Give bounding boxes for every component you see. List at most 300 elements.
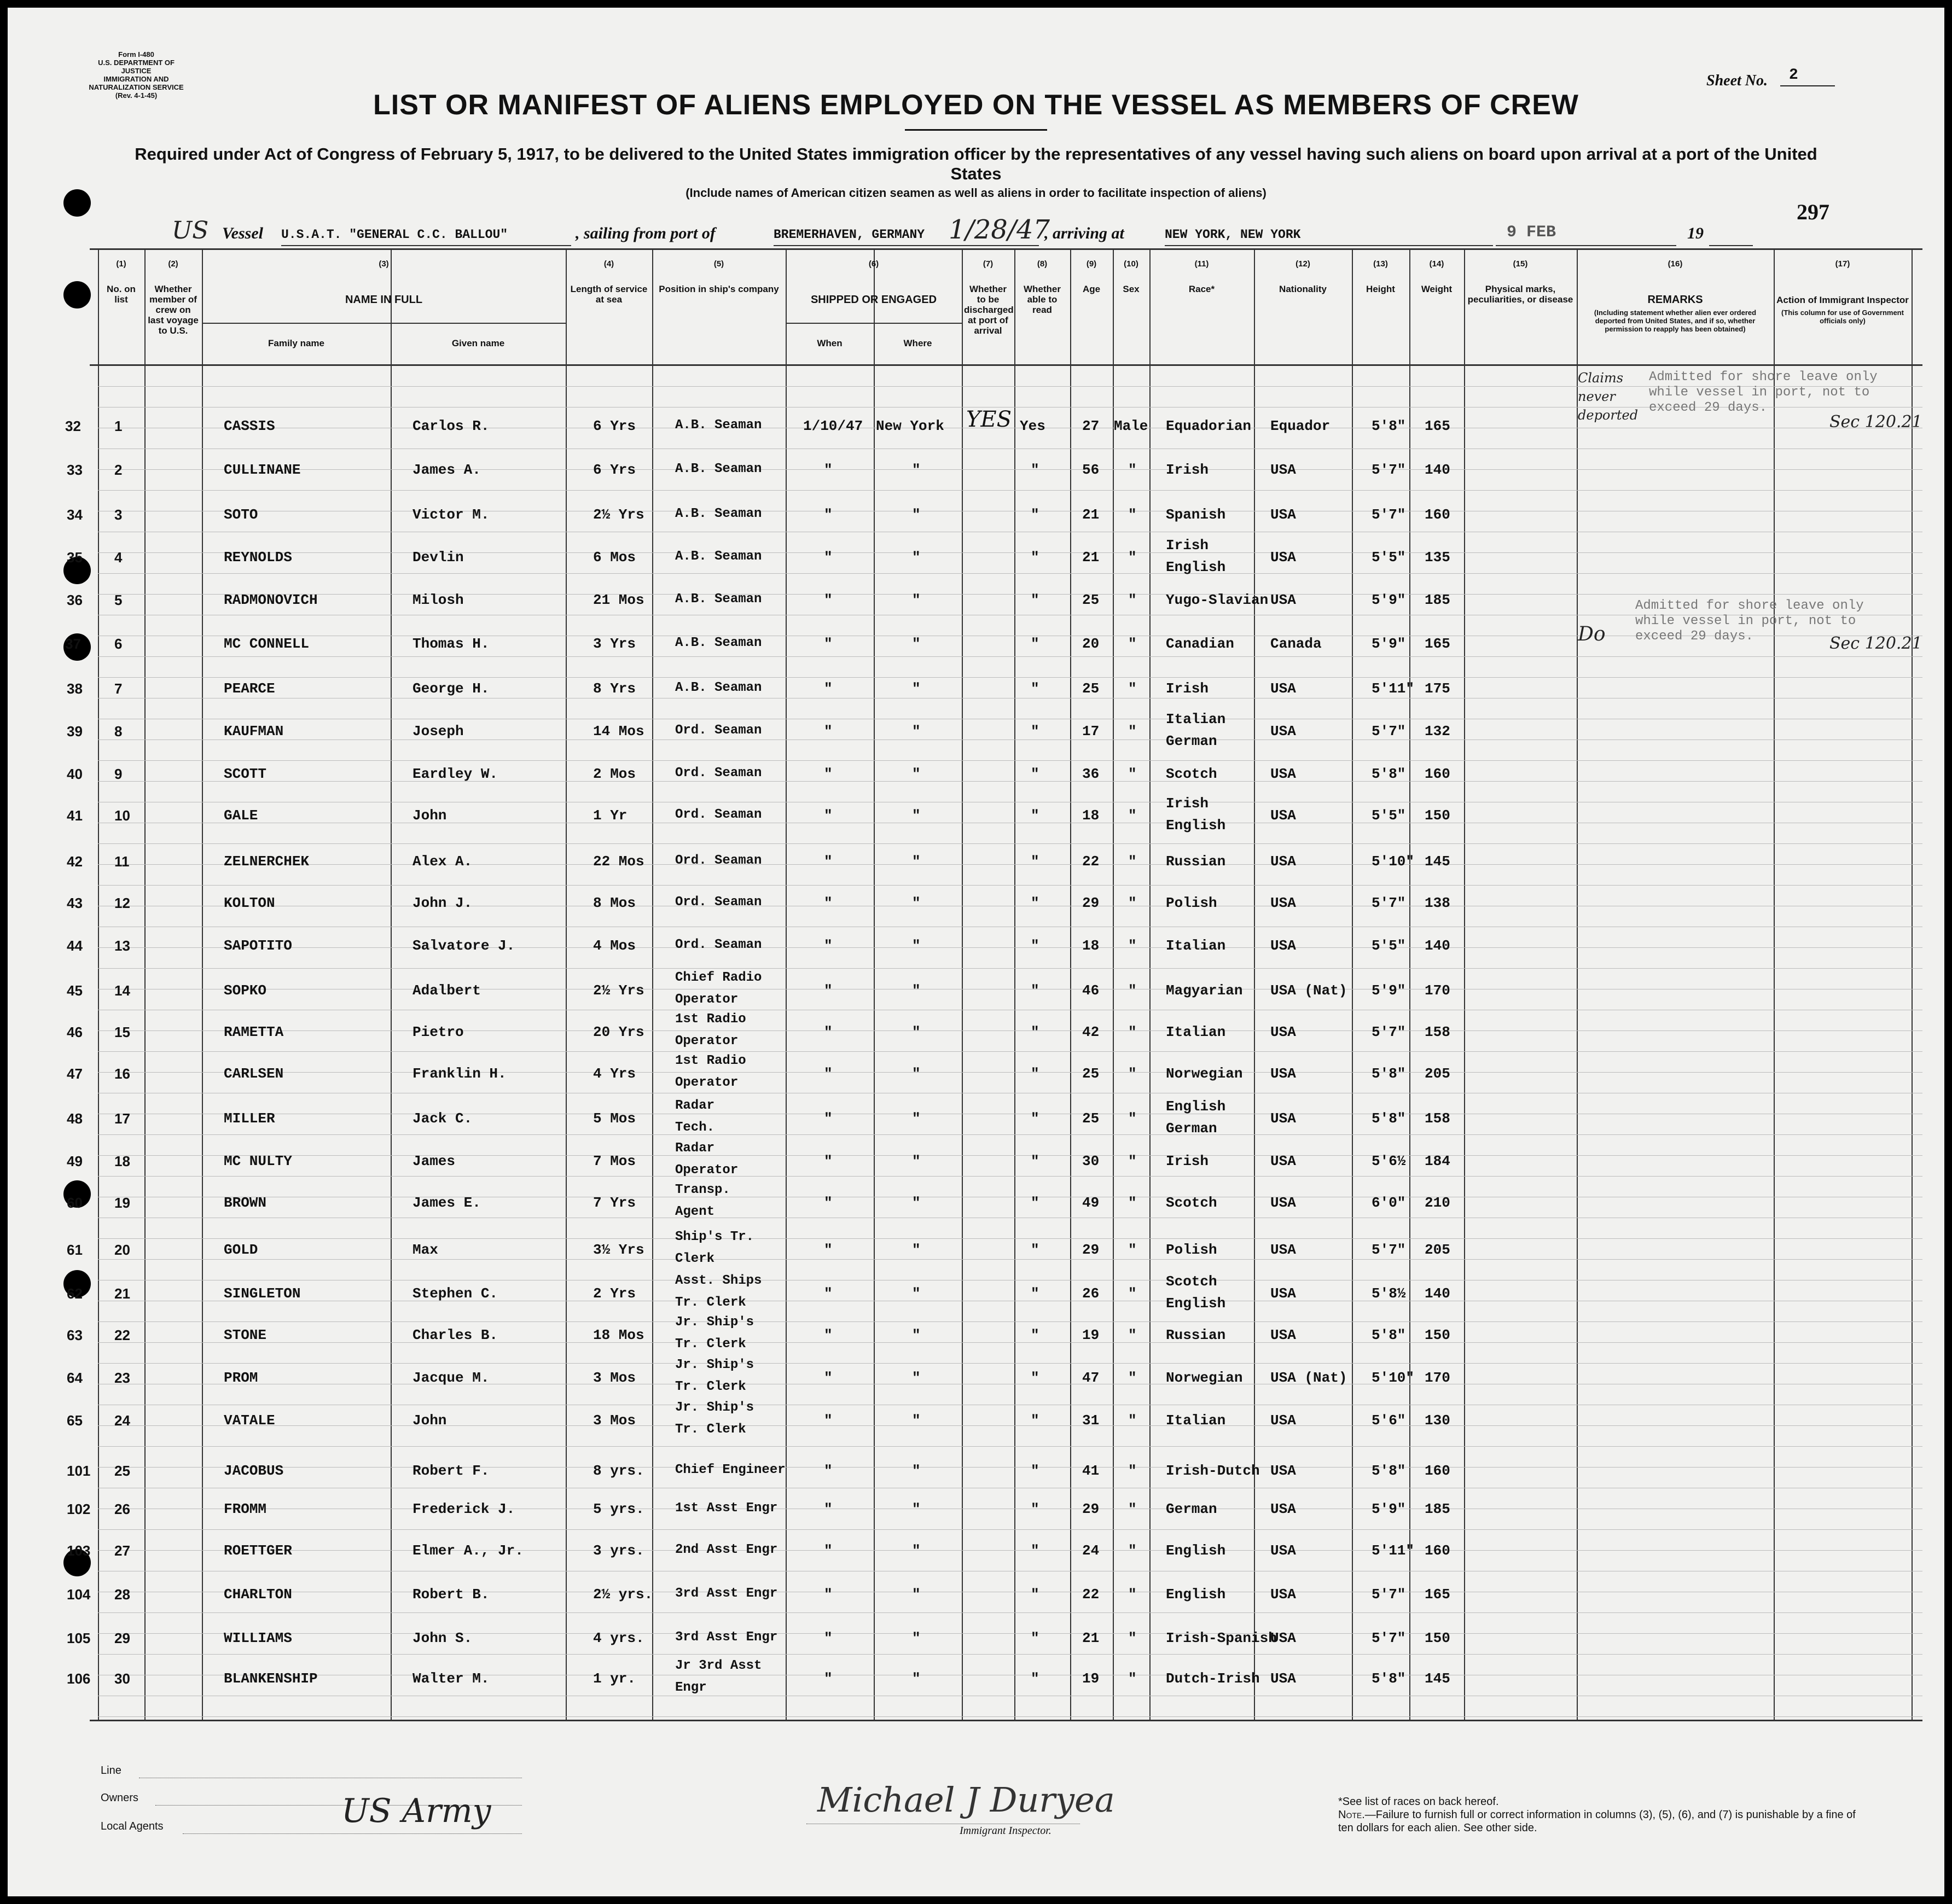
column-header-label: Race* <box>1188 284 1215 294</box>
age: 46 <box>1082 982 1100 999</box>
list-number: 3 <box>114 506 123 523</box>
race: Scotch <box>1166 1273 1217 1290</box>
list-number: 6 <box>114 636 123 652</box>
list-number: 16 <box>114 1065 130 1082</box>
sex: " <box>1128 1412 1137 1429</box>
position: Operator <box>675 1163 739 1178</box>
column-header-label: Action of Immigrant Inspector <box>1776 295 1909 305</box>
race: English <box>1166 817 1226 834</box>
weight: 185 <box>1425 1501 1450 1517</box>
able-to-read: " <box>1031 1412 1039 1429</box>
shipped-when: " <box>824 1327 833 1343</box>
able-to-read: " <box>1031 1327 1039 1343</box>
race: Norwegian <box>1166 1065 1243 1082</box>
margin-line-number: 44 <box>67 938 83 954</box>
height: 5'7" <box>1372 462 1406 478</box>
stamp-line: exceed 29 days. <box>1649 400 1768 415</box>
height: 5'8" <box>1372 1327 1406 1343</box>
list-number: 28 <box>114 1586 130 1603</box>
age: 21 <box>1082 549 1100 566</box>
height: 5'8" <box>1372 1463 1406 1479</box>
column-header-label: Whether to be discharged at port of arrival <box>964 284 1014 336</box>
weight: 150 <box>1425 1630 1450 1646</box>
nationality: USA <box>1270 549 1296 566</box>
sex: " <box>1128 1285 1137 1302</box>
margin-line-number: 101 <box>67 1463 91 1479</box>
section-reference-2: Sec 120.21 <box>1829 634 1922 653</box>
able-to-read: " <box>1031 1024 1039 1040</box>
nationality: USA <box>1270 1670 1296 1687</box>
shipped-where: " <box>912 895 921 911</box>
given-name: Thomas H. <box>413 636 490 652</box>
shipped-when: " <box>824 1501 833 1517</box>
age: 42 <box>1082 1024 1100 1040</box>
length-of-service: 3 Mos <box>593 1412 636 1429</box>
race: Italian <box>1166 938 1226 954</box>
remarks-row1-handwritten <box>1578 369 1638 424</box>
nationality: USA <box>1270 1195 1296 1211</box>
given-name: Joseph <box>413 723 464 740</box>
sheet-number: 2 <box>1789 67 1798 84</box>
margin-line-number: 34 <box>67 506 83 523</box>
list-number: 25 <box>114 1463 130 1479</box>
length-of-service: 14 Mos <box>593 723 644 740</box>
family-name: CHARLTON <box>224 1586 292 1603</box>
table-bottom-rule <box>90 1720 1922 1721</box>
margin-line-number: 64 <box>67 1370 83 1386</box>
shipped-when: " <box>824 1586 833 1603</box>
margin-line-number: 106 <box>67 1670 91 1687</box>
row-ruling <box>98 1716 1922 1717</box>
sex: Male <box>1114 418 1148 434</box>
penalty-note <box>1338 1808 1863 1835</box>
position: 1st Radio <box>675 1053 746 1068</box>
stamp-line: exceed 29 days. <box>1635 629 1754 644</box>
family-name: MC NULTY <box>224 1153 292 1169</box>
margin-line-number: 47 <box>67 1065 83 1082</box>
length-of-service: 4 Yrs <box>593 1065 636 1082</box>
stamp-line: while vessel in port, not to <box>1635 614 1856 628</box>
family-name: ROETTGER <box>224 1542 292 1559</box>
stamp-line: while vessel in port, not to <box>1649 385 1870 400</box>
nationality: USA <box>1270 680 1296 697</box>
nationality: USA <box>1270 1242 1296 1258</box>
list-number: 19 <box>114 1195 130 1211</box>
nationality: USA <box>1270 807 1296 824</box>
shore-leave-stamp <box>1649 370 1878 416</box>
shipped-when: " <box>824 895 833 911</box>
margin-line-number: 42 <box>67 853 83 870</box>
position: Operator <box>675 1075 739 1090</box>
age: 25 <box>1082 680 1100 697</box>
length-of-service: 8 Mos <box>593 895 636 911</box>
shipped-when: " <box>824 680 833 697</box>
vessel-prefix-handwritten: US <box>172 217 209 244</box>
sex: " <box>1128 766 1137 782</box>
position: Transp. <box>675 1183 730 1197</box>
height: 5'7" <box>1372 895 1406 911</box>
nationality: USA <box>1270 723 1296 740</box>
able-to-read: " <box>1031 1285 1039 1302</box>
row-ruling <box>98 573 1922 574</box>
shipped-where: " <box>912 1412 921 1429</box>
race: English <box>1166 1586 1226 1603</box>
nationality: USA (Nat) <box>1270 982 1347 999</box>
list-number: 24 <box>114 1412 130 1429</box>
shipped-where: " <box>912 1586 921 1603</box>
margin-line-number: 41 <box>67 807 83 824</box>
local-agents-label: Local Agents <box>101 1820 164 1832</box>
height: 5'8" <box>1372 1670 1406 1687</box>
margin-line-number: 43 <box>67 895 83 911</box>
shipped-where: " <box>912 1285 921 1302</box>
column-header-label: REMARKS <box>1647 294 1703 306</box>
length-of-service: 20 Yrs <box>593 1024 644 1040</box>
age: 22 <box>1082 1586 1100 1603</box>
family-name: PEARCE <box>224 680 275 697</box>
position: Radar <box>675 1098 715 1113</box>
race: German <box>1166 1501 1217 1517</box>
family-name: SOTO <box>224 506 258 523</box>
row-ruling <box>98 1425 1922 1426</box>
position: A.B. Seaman <box>675 506 762 521</box>
shipped-when: " <box>824 1412 833 1429</box>
position: Jr. Ship's <box>675 1400 754 1415</box>
race: German <box>1166 733 1217 749</box>
family-name: BROWN <box>224 1195 267 1211</box>
family-name: WILLIAMS <box>224 1630 292 1646</box>
weight: 160 <box>1425 766 1450 782</box>
margin-line-number: 65 <box>67 1412 83 1429</box>
list-number: 10 <box>114 807 130 824</box>
agents-underline <box>183 1833 522 1834</box>
nationality: USA <box>1270 1327 1296 1343</box>
sex: " <box>1128 1110 1137 1127</box>
row-ruling <box>98 843 1922 844</box>
shipped-where: " <box>912 1542 921 1559</box>
length-of-service: 6 Mos <box>593 549 636 566</box>
position: 3rd Asst Engr <box>675 1630 778 1645</box>
column-header-label: Nationality <box>1279 284 1327 294</box>
section-reference: Sec 120.21 <box>1829 412 1922 432</box>
family-name: SCOTT <box>224 766 267 782</box>
sex: " <box>1128 1463 1137 1479</box>
sex: " <box>1128 1327 1137 1343</box>
column-number: (7) <box>983 259 994 269</box>
family-name: SAPOTITO <box>224 938 292 954</box>
family-name: JACOBUS <box>224 1463 284 1479</box>
row-ruling <box>98 1134 1922 1135</box>
given-name: James <box>413 1153 456 1169</box>
port-of-departure: BREMERHAVEN, GERMANY <box>774 228 925 242</box>
race: Irish <box>1166 462 1209 478</box>
page-number: 297 <box>1797 200 1829 224</box>
sex: " <box>1128 1242 1137 1258</box>
position: Tr. Clerk <box>675 1422 746 1437</box>
given-name: John S. <box>413 1630 473 1646</box>
race: Irish-Dutch <box>1166 1463 1260 1479</box>
able-to-read: " <box>1031 1370 1039 1386</box>
column-number: (17) <box>1835 259 1850 269</box>
column-number: (12) <box>1295 259 1310 269</box>
able-to-read: " <box>1031 549 1039 566</box>
column-header-label: Physical marks, peculiarities, or disease <box>1467 284 1573 305</box>
age: 27 <box>1082 418 1100 434</box>
given-name: Milosh <box>413 592 464 608</box>
position: Jr. Ship's <box>675 1358 754 1372</box>
sex: " <box>1128 506 1137 523</box>
shipped-where: " <box>912 1195 921 1211</box>
able-to-read: " <box>1031 592 1039 608</box>
weight: 160 <box>1425 1463 1450 1479</box>
height: 5'8½ <box>1372 1285 1406 1302</box>
length-of-service: 2½ Yrs <box>593 982 644 999</box>
age: 29 <box>1082 895 1100 911</box>
column-number: (13) <box>1373 259 1388 269</box>
able-to-read: " <box>1031 1501 1039 1517</box>
shipped-when: " <box>824 1195 833 1211</box>
margin-line-number: 37 <box>65 636 81 652</box>
sex: " <box>1128 1024 1137 1040</box>
weight: 130 <box>1425 1412 1450 1429</box>
length-of-service: 2 Yrs <box>593 1285 636 1302</box>
weight: 138 <box>1425 895 1450 911</box>
race: Irish <box>1166 537 1209 554</box>
local-agents-handwritten: US Army <box>341 1792 491 1830</box>
race: English <box>1166 1542 1226 1559</box>
able-to-read: " <box>1031 1542 1039 1559</box>
race: Irish <box>1166 680 1209 697</box>
column-number: (6) <box>868 259 879 269</box>
shipped-where: " <box>912 1024 921 1040</box>
margin-line-number: 46 <box>67 1024 83 1040</box>
sex: " <box>1128 1586 1137 1603</box>
given-name: Franklin H. <box>413 1065 507 1082</box>
height: 5'6" <box>1372 1412 1406 1429</box>
list-number: 9 <box>114 766 123 782</box>
length-of-service: 4 yrs. <box>593 1630 644 1646</box>
nationality: USA <box>1270 1024 1296 1040</box>
column-number: (10) <box>1124 259 1138 269</box>
stamp-line: Admitted for shore leave only <box>1649 370 1878 385</box>
weight: 150 <box>1425 807 1450 824</box>
service-name: IMMIGRATION AND NATURALIZATION SERVICE <box>89 75 184 91</box>
age: 21 <box>1082 506 1100 523</box>
crew-table <box>8 8 1944 1896</box>
position: A.B. Seaman <box>675 636 762 650</box>
height: 5'5" <box>1372 938 1406 954</box>
list-number: 29 <box>114 1630 130 1646</box>
able-to-read: " <box>1031 1630 1039 1646</box>
column-subheader: Where <box>903 338 932 348</box>
shipped-where: " <box>912 680 921 697</box>
family-name: CASSIS <box>224 418 275 434</box>
position: Tr. Clerk <box>675 1295 746 1310</box>
shipped-when: " <box>824 1370 833 1386</box>
weight: 165 <box>1425 418 1450 434</box>
given-name: Elmer A., Jr. <box>413 1542 524 1559</box>
shipped-when: " <box>824 1110 833 1127</box>
position: Operator <box>675 992 739 1007</box>
list-number: 15 <box>114 1024 130 1040</box>
position: Jr. Ship's <box>675 1315 754 1330</box>
height: 5'8" <box>1372 1065 1406 1082</box>
margin-line-number: 35 <box>67 549 83 566</box>
age: 22 <box>1082 853 1100 870</box>
margin-line-number: 60 <box>67 1195 83 1211</box>
age: 47 <box>1082 1370 1100 1386</box>
column-number: (1) <box>116 259 126 269</box>
row-ruling <box>98 1550 1922 1551</box>
able-to-read: " <box>1031 462 1039 478</box>
column-header-label: SHIPPED OR ENGAGED <box>810 294 937 306</box>
margin-line-number: 32 <box>65 418 81 434</box>
given-name: Adalbert <box>413 982 481 999</box>
height: 5'7" <box>1372 1242 1406 1258</box>
shipped-when: " <box>824 1153 833 1169</box>
margin-line-number: 104 <box>67 1586 91 1603</box>
list-number: 12 <box>114 895 130 911</box>
form-number: Form I-480 <box>118 50 154 59</box>
family-name: KOLTON <box>224 895 275 911</box>
able-to-read: " <box>1031 1463 1039 1479</box>
race: English <box>1166 1098 1226 1115</box>
column-number: (2) <box>168 259 178 269</box>
age: 20 <box>1082 636 1100 652</box>
able-to-read: " <box>1031 938 1039 954</box>
length-of-service: 8 yrs. <box>593 1463 644 1479</box>
list-number: 4 <box>114 549 123 566</box>
race: Canadian <box>1166 636 1234 652</box>
column-subheader-note: (Including statement whether alien ever ordered deported from United States, and if so, whether permission to reapply has been obtained) <box>1594 308 1757 333</box>
row-ruling <box>98 1259 1922 1260</box>
height: 5'10" <box>1372 1370 1415 1386</box>
nationality: USA <box>1270 462 1296 478</box>
nationality: Canada <box>1270 636 1322 652</box>
race: Italian <box>1166 1412 1226 1429</box>
length-of-service: 1 yr. <box>593 1670 636 1687</box>
weight: 145 <box>1425 853 1450 870</box>
sex: " <box>1128 1542 1137 1559</box>
height: 5'8" <box>1372 1110 1406 1127</box>
inspector-label: Immigrant Inspector. <box>960 1825 1051 1837</box>
race: Polish <box>1166 1242 1217 1258</box>
column-subheader: When <box>817 338 843 348</box>
given-name: Walter M. <box>413 1670 490 1687</box>
row-ruling <box>98 1612 1922 1613</box>
column-header-label: Sex <box>1123 284 1140 294</box>
shipped-where: " <box>912 938 921 954</box>
position: A.B. Seaman <box>675 592 762 607</box>
length-of-service: 6 Yrs <box>593 462 636 478</box>
shipped-when: " <box>824 592 833 608</box>
margin-line-number: 45 <box>67 982 83 999</box>
given-name: Frederick J. <box>413 1501 515 1517</box>
shipped-where: " <box>912 1370 921 1386</box>
height: 5'10" <box>1372 853 1415 870</box>
margin-line-number: 102 <box>67 1501 91 1517</box>
shipped-where: " <box>912 1327 921 1343</box>
weight: 160 <box>1425 506 1450 523</box>
sex: " <box>1128 938 1137 954</box>
position: Ord. Seaman <box>675 723 762 738</box>
list-number: 23 <box>114 1370 130 1386</box>
nationality: USA (Nat) <box>1270 1370 1347 1386</box>
remarks-hand-line: Claims <box>1578 370 1624 386</box>
age: 21 <box>1082 1630 1100 1646</box>
margin-line-number: 48 <box>67 1110 83 1127</box>
column-header-label: NAME IN FULL <box>345 294 423 306</box>
list-number: 13 <box>114 938 130 954</box>
length-of-service: 5 yrs. <box>593 1501 644 1517</box>
length-of-service: 1 Yr <box>593 807 628 824</box>
weight: 205 <box>1425 1065 1450 1082</box>
year-label: 19 <box>1687 224 1704 242</box>
margin-line-number: 33 <box>67 462 83 478</box>
position: Radar <box>675 1141 715 1156</box>
column-subheader: Given name <box>451 338 505 348</box>
nationality: USA <box>1270 853 1296 870</box>
page-title: LIST OR MANIFEST OF ALIENS EMPLOYED ON THE VESSEL AS MEMBERS OF CREW <box>373 89 1579 121</box>
weight: 184 <box>1425 1153 1450 1169</box>
sex: " <box>1128 982 1137 999</box>
race-note: *See list of races on back hereof. <box>1338 1796 1499 1808</box>
height: 5'5" <box>1372 549 1406 566</box>
vessel-label: Vessel <box>222 224 263 242</box>
sex: " <box>1128 1065 1137 1082</box>
height: 5'9" <box>1372 1501 1406 1517</box>
column-number: (9) <box>1086 259 1097 269</box>
length-of-service: 2 Mos <box>593 766 636 782</box>
length-of-service: 8 Yrs <box>593 680 636 697</box>
position: 2nd Asst Engr <box>675 1542 778 1557</box>
row-ruling <box>98 594 1922 595</box>
shipped-where: " <box>912 549 921 566</box>
column-header-label: Weight <box>1421 284 1453 294</box>
sex: " <box>1128 636 1137 652</box>
family-name: REYNOLDS <box>224 549 292 566</box>
position: Ord. Seaman <box>675 895 762 910</box>
shipped-when: " <box>824 549 833 566</box>
margin-line-number: 38 <box>67 680 83 697</box>
margin-line-number: 103 <box>67 1542 91 1559</box>
name-subheader-rule <box>202 323 566 324</box>
age: 30 <box>1082 1153 1100 1169</box>
shipped-when: " <box>824 1542 833 1559</box>
column-number: (4) <box>603 259 614 269</box>
position: Tr. Clerk <box>675 1379 746 1394</box>
race: Spanish <box>1166 506 1226 523</box>
position: Tr. Clerk <box>675 1337 746 1352</box>
position: Ship's Tr. <box>675 1230 754 1244</box>
race: Scotch <box>1166 1195 1217 1211</box>
row-ruling <box>98 968 1922 969</box>
age: 31 <box>1082 1412 1100 1429</box>
shipped-when: " <box>824 1065 833 1082</box>
row-ruling <box>98 1238 1922 1239</box>
remarks-hand-line: never <box>1578 389 1616 404</box>
given-name: John <box>413 1412 447 1429</box>
length-of-service: 5 Mos <box>593 1110 636 1127</box>
department-name: U.S. DEPARTMENT OF JUSTICE <box>98 59 175 75</box>
given-name: John J. <box>413 895 473 911</box>
row-ruling <box>98 1072 1922 1073</box>
column-number: (14) <box>1429 259 1444 269</box>
family-name: STONE <box>224 1327 267 1343</box>
position: Operator <box>675 1034 739 1049</box>
weight: 140 <box>1425 462 1450 478</box>
margin-line-number: 39 <box>67 723 83 740</box>
